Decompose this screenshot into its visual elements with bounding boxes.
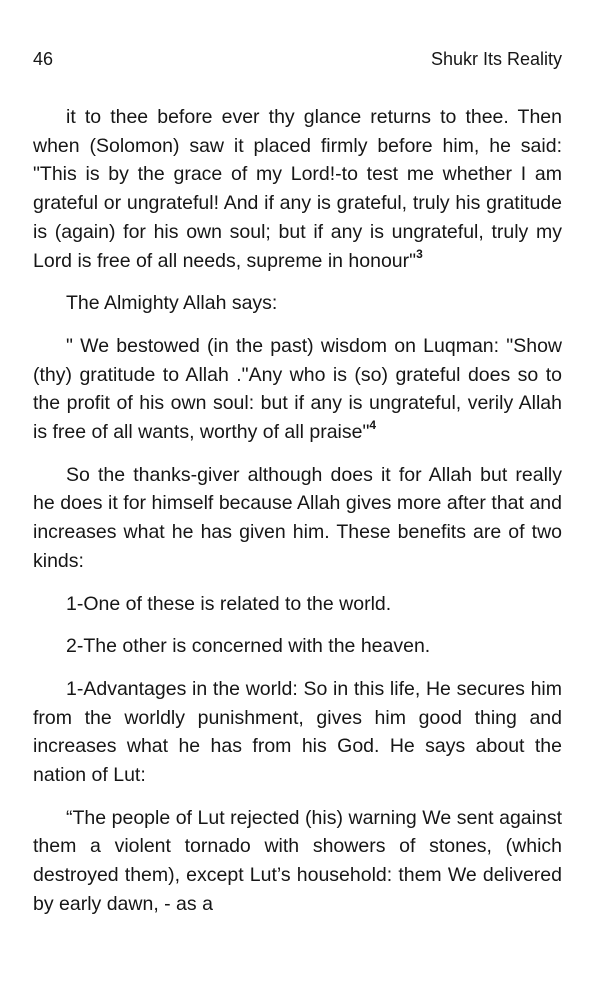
paragraph-text: 1-Advantages in the world: So in this life, He secures him from the worldly punishment, gives him good thing and increases what he has from his God. He says about the nation of Lut: — [33, 677, 562, 787]
paragraph-4 — [33, 461, 562, 576]
list-item-2 — [33, 632, 562, 661]
paragraph-2 — [33, 289, 562, 318]
paragraph-3 — [33, 332, 562, 447]
paragraph-text: 2-The other is concerned with the heaven. — [66, 635, 431, 658]
footnote-marker: 4 — [369, 418, 377, 433]
paragraph-text: it to thee before ever thy glance returns to thee. Then when (Solomon) saw it placed firmly before him, he said: "This is by the grace of my Lord!-to test me whether I am grateful or ungrateful! And if any is grateful, truly his gratitude is (again) for his own soul; but if any is ungrateful, truly my Lord is free of all needs, supreme in honour" — [33, 106, 562, 272]
paragraph-text: “The people of Lut rejected (his) warning We sent against them a violent tornado with showers of stones, (which destroyed them), except Lut’s household: them We delivered by early dawn, - as a — [33, 806, 562, 915]
paragraph-text: So the thanks-giver although does it for Allah but really he does it for himself because Allah gives more after that and increases what he has given him. These benefits are of two kinds: — [33, 463, 562, 572]
running-header — [33, 48, 562, 70]
paragraph-5 — [33, 675, 562, 790]
list-item-1 — [33, 590, 562, 619]
paragraph-6 — [33, 804, 562, 919]
footnote-marker: 3 — [416, 246, 423, 261]
paragraph-text: " We bestowed (in the past) wisdom on Luqman: "Show (thy) gratitude to Allah ."Any who is (so) grateful does so to the profit of his own soul: but if any is ungrateful, verily Allah is free of all wants, worthy of all praise" — [33, 334, 562, 444]
paragraph-text: The Almighty Allah says: — [66, 292, 278, 315]
page-body — [33, 103, 562, 933]
paragraph-text: 1-One of these is related to the world. — [66, 592, 392, 615]
paragraph-1 — [33, 103, 562, 275]
running-title: Shukr Its Reality — [430, 49, 562, 69]
page-number: 46 — [33, 49, 54, 69]
